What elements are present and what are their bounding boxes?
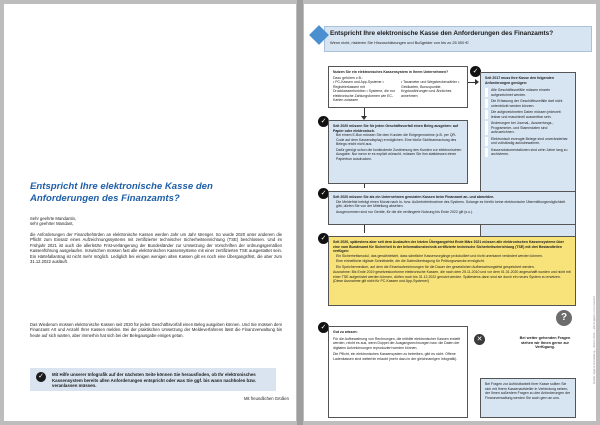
book-gutter [297,0,303,425]
good-to-know-paragraph: Für die Aufbewahrung von Rechnungen, die mithilfe elektronischer Kassen erstellt werden, reicht es aus, wenn Doppel der Ausgangsrechnungen bzw. die Daten der digitalen Aufzeichnungen reproduziert werden können. [333,336,461,350]
box-tse-exception: Ausnahme: Bis Ende 2019 gesetzeskonforme elektronische Kassen, die nach dem 25.11.2010 und vor dem 01.01.2020 angeschafft wurden und nicht mit einer TSE aufgerüstet werden können, dürfen noch bis 31.12.2022 genutzt werden. Spätestens dann sind sie durch ein neues System zu ersetzen. [333,270,571,279]
box-2017-item: Elektronisch erzeugte Belege sind unveränderbar und vollständig aufzubewahren. [485,137,571,146]
paragraph-1: die Anforderungen der Finanzbehörden an elektronische Kassen werden Jahr um Jahr strenger. So wurde 2020 unter anderem die Pflicht zum Einsatz eines Aufzeichnungssystems mit zertifizierter technischer Sicherheitseinrichtung (TSE) beschlossen. Und im Frühjahr 2021 ist auch die allerletzte Frist-verlängerung der Bundesländer zur Umsetzung der Vorschriften der ordnungsgemäßen Kassenführung ausgelaufen. Inzwischen müssen fast alle elektronischen Kassensysteme mit einer zertifizierten TSE ausgestattet sein. Ein Härtefallantrag ist nicht mehr möglich. Lediglich bei einigen wenigen alten Kassen gilt es noch eine Übergangsfrist, die aber zum 31.12.2022 ausläuft. [30,232,282,265]
closing: Mit freundlichen Grüßen [244,396,289,401]
box-2017-item: Die aufgezeichneten Daten müssen jederzeit lesbar und maschinell auswertbar sein. [485,110,571,119]
box-tse-item: Ein Sicherheitsmodul, das gewährleistet, dass sämtliche Kassenvorgänge protokolliert und nicht unerkannt verändert werden können. [336,253,543,258]
examples-col-1: • PC-Kassen und App-Systeme • Registrierkassen mit Druckkassenfunktion • Systeme, die nur elektronische Zahlungsformen wie EC-Karten zulassen [333,80,395,102]
box-2017-item: Die Erfassung der Geschäftsvorfälle darf nicht unterdrückt werden können. [485,99,571,108]
checkmark-icon: ✓ [470,66,481,77]
box-tse [328,236,576,306]
infographic-title: Entspricht Ihre elektronische Kasse den Anforderungen des Finanzamts? [330,30,554,37]
page-title: Entspricht Ihre elektronische Kasse den Anforderungen des Finanzamts? [30,181,213,204]
box-2017-heading: Seit 2017 muss Ihre Kasse den folgenden Anforderungen genügen: [485,76,554,85]
box-tse-heading: Seit 2020, spätestens aber seit dem Auslaufen der letzten Übergangsfrist Ende März 2021 müssen alle elektronischen Kassensysteme über eine vom Bundesamt für Sicherheit in der Informationstechnik zertifizierte technische Sicherheitseinrichtung (TSE) mit drei Bestandteilen verfügen: [333,240,564,253]
checkmark-icon: ✓ [318,188,329,199]
salutation-line-1: Sehr geehrte Mandantin, [30,216,77,221]
arrow-connector [364,225,365,233]
left-page [4,4,296,421]
box-2017-item: Änderungen bei Journal-, Auswertungs-, Programmier- und Stammdaten sind aufzuzeichnen. [485,121,571,135]
box-2020-registration-item: Ausgenommen sind nur Geräte, für die die verlängerte Nutzung bis Ende 2022 gilt (s.u.). [336,209,474,214]
question-intro: Dazu gehören z.B.: [333,75,363,80]
checkmark-icon: ✓ [36,372,46,382]
paragraph-2: Das Wiederum müssen elektronische Kassen seit 2020 für jeden Geschäftsvorfall einen Beleg ausgeben können. Und Sie müssen dem Finanzamt Art und Anzahl Ihrer Kassen melden. Bei der praktischen Umsetzung der Meldeverfahrens lässt die Finanzverwaltung bis heute auf sich warten, aber immerhin hat sich bei der Belegausgabe einiges getan. [30,322,282,338]
question-hint: Bei weiter gehenden Fragen stehen wir Ihnen gerne zur Verfügung. [519,336,571,350]
box-tse-exception-note: (Diese Ausnahme gilt nicht für PC-Kassen und App-Systeme!) [333,279,429,283]
box-2017-item: Alle Geschäftsvorfälle müssen einzeln aufgezeichnet werden. [485,88,571,97]
infographic-note [30,368,276,391]
box-2020-receipt-heading: Seit 2020 müssen Sie für jeden Geschäftsvorfall einen Beleg ausgeben: auf Papier oder elektronisch. [333,124,459,133]
box-2020-receipt-item: Dafür genügt schon die konkludente Zustimmung des Kunden zur elektronischen Ausgabe. Nur wenn er es explizit wünscht, müssen Sie ihm stattdessen einen Papierbon ausdrucken. [336,147,462,161]
arrow-connector [364,184,365,188]
good-to-know-box [328,326,468,418]
note-text: Mit Hilfe unserer Infografik auf der nächsten Seite können Sie herausfinden, ob Ihr elektronisches Kassensystem bereits allen Anforderungen entspricht oder was Sie ggf. bis wann nachholen bzw. veranlassen müssen. [52,372,256,389]
good-to-know-paragraph: Die Pflicht, ein elektronisches Kassensystem zu betreiben, gibt es nicht. Offene Ladenkassen sind weiterhin erlaubt (mehr dazu in der gleichnamigen Infografik). [333,352,458,361]
arrow-head [475,79,479,85]
box-2020-receipt-item: Bei einem E-Bon müssen Sie dem Kunden die Entgegennahme (z.B. per QR-Code auf dem Kassendisplay) ermöglichen. Eine bloße Sichtbarmachung des Belegs reicht nicht aus. [336,133,457,146]
box-tse-item: Ein Speichermedium, auf dem die Einzelaufzeichnungen für die Dauer der gesetzlichen Aufbewahrungsfrist gespeichert werden. [336,264,535,269]
examples-col-2: • Taxameter und Wegstreckenzähler • Geldkarten, Bonuspunkte, Kryptowährungen und Ähnliches annehmen [401,80,460,98]
box-2020-registration-heading: Seit 2020 müssen Sie als ein Unternehmen genutzten Kassen beim Finanzamt an- und abmelden. [333,195,495,199]
source-note: Quelle: Eigene Darstellung – Stand: 2022 – alle Angaben ohne Gewähr [592,295,596,384]
question-mark-icon: ? [556,310,572,326]
question-box [328,66,468,108]
checkmark-icon: ✓ [318,233,329,244]
box-2020-registration-item: Die Meldefrist beträgt einen Monat nach In- bzw. Außerbetriebnahme des Systems. Solange es hierfür keine elektronische Übermittlungsmöglichkeit gibt, dürfen Sie von der Mitteilung absehen. [336,199,566,208]
checkmark-icon: ✓ [318,322,329,333]
contact-box: Bei Fragen zur Aufrüstbarkeit Ihrer Kasse sollten Sie sich mit Ihrem Kassenaufsteller in Verbindung setzen, der Ihnen außerdem Fragen zu den Anforderungen der Finanzverwaltung werden Sie auch gern an uns. [480,378,576,418]
question-examples [333,80,463,103]
salutation-line-2: sehr geehrter Mandant, [30,221,74,227]
salutation [30,216,280,227]
good-to-know-heading: Gut zu wissen: [333,330,358,334]
close-icon: ✕ [474,334,485,345]
box-2020-registration [328,191,576,225]
right-page [304,4,596,421]
question-label: Nutzen Sie ein elektronisches Kassensystem in Ihrem Unternehmen? [333,70,449,74]
box-2020-receipt [328,120,468,184]
checkmark-icon: ✓ [318,116,329,127]
box-2017-item: Kassendokumentationen sind zehn Jahre lang zu archivieren. [485,148,571,157]
box-tse-item: Eine einheitliche digitale Schnittstelle, die die Datenübertragung für Prüfungszwecke ermöglicht. [336,259,485,263]
infographic-subtitle: Wenn nicht, riskieren Sie Hinzuschätzungen und Bußgelder von bis zu 25 000 €! [330,40,469,45]
